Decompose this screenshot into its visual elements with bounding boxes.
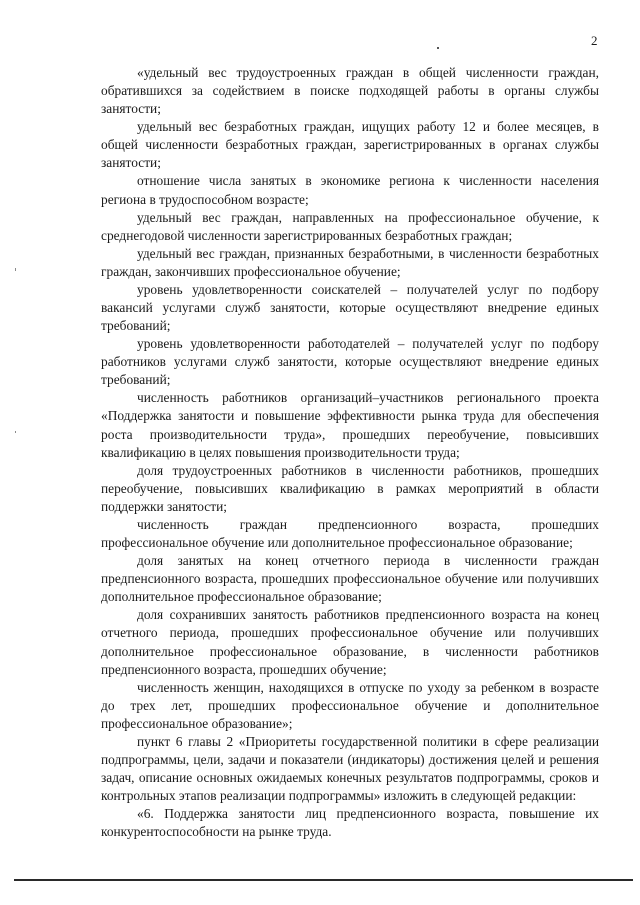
page-number: 2 bbox=[591, 33, 598, 48]
paragraph: доля сохранивших занятость работников предпенсионного возраста на конец отчетного периода, прошедших профессиональное обучение или получивших дополнительное профессиональное образование, в численности работников предпенсионного возраста, прошедших обучение; bbox=[101, 607, 599, 677]
margin-mark bbox=[15, 268, 16, 271]
paragraph: уровень удовлетворенности работодателей – получателей услуг по подбору работников услугами служб занятости, которые осуществляют внедрение единых требований; bbox=[101, 336, 599, 388]
paragraph: уровень удовлетворенности соискателей – получателей услуг по подбору вакансий услугами служб занятости, которые осуществляют внедрение единых требований; bbox=[101, 281, 599, 334]
paragraph: численность женщин, находящихся в отпуске по уходу за ребенком в возрасте до трех лет, прошедших профессиональное обучение и дополнительное профессиональное образование»; bbox=[101, 679, 599, 731]
paragraph: удельный вес граждан, направленных на профессиональное обучение, к среднегодовой численности зарегистрированных безработных граждан; bbox=[101, 209, 599, 243]
document-body bbox=[101, 64, 599, 841]
paragraph: численность граждан предпенсионного возраста, прошедших профессиональное обучение или дополнительное профессиональное образование; bbox=[101, 516, 599, 551]
paragraph: доля занятых на конец отчетного периода в численности граждан предпенсионного возраста, прошедших профессиональное обучение или получивших дополнительное профессиональное образование; bbox=[101, 553, 599, 605]
page-bottom-rule bbox=[14, 879, 633, 881]
margin-mark bbox=[15, 431, 16, 433]
scan-speck bbox=[437, 47, 439, 49]
paragraph: численность работников организаций–участников регионального проекта «Поддержка занятости и повышение эффективности рынка труда для обеспечения роста производительности труда», прошедших переобучение, повысивших квалификацию в целях повышения производительности труда; bbox=[101, 390, 599, 460]
paragraph: доля трудоустроенных работников в численности работников, прошедших переобучение, повысивших квалификацию в рамках мероприятий в области поддержки занятости; bbox=[101, 462, 599, 514]
paragraph: удельный вес граждан, признанных безработными, в численности безработных граждан, закончивших профессиональное обучение; bbox=[101, 245, 599, 279]
paragraph: пункт 6 главы 2 «Приоритеты государственной политики в сфере реализации подпрограммы, цели, задачи и показатели (индикаторы) достижения целей и решения задач, описание основных ожидаемых конечных результатов подпрограммы, сроков и контрольных этапов реализации подпрограммы» изложить в следующей редакции: bbox=[101, 733, 599, 804]
paragraph: «6. Поддержка занятости лиц предпенсионного возраста, повышение их конкурентоспособности на рынке труда. bbox=[101, 806, 599, 840]
paragraph: «удельный вес трудоустроенных граждан в общей численности граждан, обратившихся за содействием в поиске подходящей работы в органы службы занятости; bbox=[101, 65, 599, 117]
paragraph: отношение числа занятых в экономике региона к численности населения региона в трудоспособном возрасте; bbox=[101, 173, 599, 207]
paragraph: удельный вес безработных граждан, ищущих работу 12 и более месяцев, в общей численности безработных граждан, зарегистрированных в органах службы занятости; bbox=[101, 119, 599, 171]
